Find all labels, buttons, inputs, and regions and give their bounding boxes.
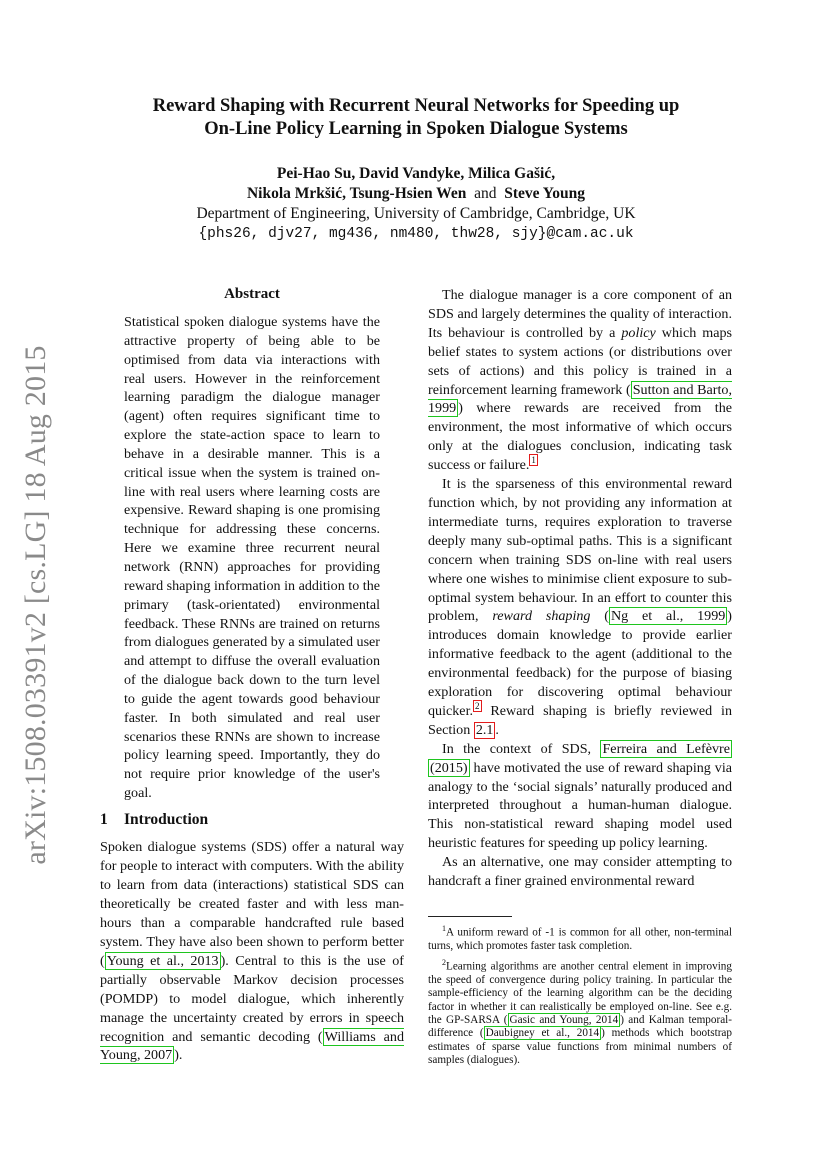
email-addresses: {phs26, djv27, mg436, nm480, thw28, sjy}@cam.ac.uk (198, 226, 634, 242)
section-title: Introduction (124, 811, 209, 828)
citation-link[interactable]: (2015) (430, 759, 468, 776)
arxiv-identifier (18, 345, 54, 865)
citation-link[interactable]: Ng et al., 1999 (611, 608, 726, 625)
paragraph (428, 740, 732, 853)
text-run: Learning algorithms are another central element in improving the speed of convergence during policy training. In particular the sample-efficiency of the learning algorithm can be the deciding factor in whether it can realistically be employed on-line. See e.g. the GP-SARSA ( (428, 960, 732, 1026)
section-number: 1 (100, 811, 108, 828)
footnote-link[interactable]: 2 (475, 701, 480, 712)
citation-link[interactable]: Young et al., 2013 (106, 952, 219, 969)
text-run: ). (174, 1047, 183, 1064)
footnote-rule (428, 916, 512, 917)
text-run: . (495, 721, 499, 738)
emphasis: policy (621, 324, 656, 341)
title-line-1: Reward Shaping with Recurrent Neural Networks for Speeding up (152, 96, 680, 116)
text-run: have motivated the use of reward shaping via analogy to the ‘social signals’ naturally produced and interpreted throughout a human-human dialogue. This non-statistical reward shaping model used heuristic features for speeding up policy learning. (428, 759, 732, 852)
text-run: It is the sparseness of this environmental reward function which, by not providing any information at intermediate turns, requires exploration to traverse deeply many sub-optimal paths. This is a significant concern when training SDS on-line with real users where one wishes to minimise client exposure to sub-optimal system behaviour. In an effort to counter this problem, (428, 476, 732, 625)
authors-and: and (474, 185, 497, 202)
citation-link[interactable]: Gasic and Young, 2014 (509, 1013, 619, 1026)
paragraph: As an alternative, one may consider attempting to handcraft a finer grained environmental reward (428, 854, 732, 890)
emphasis: reward shaping (492, 608, 591, 625)
text-run: In the context of SDS, (442, 740, 601, 757)
text-run: Spoken dialogue systems (SDS) offer a natural way for people to interact with computers. With the ability to learn from data (interactions) statistical SDS can theoretically be created faster and with less man-hours than a comparable handcrafted rule based system. They have also been shown to perform better ( (100, 839, 404, 969)
author-block (100, 164, 732, 244)
introduction-text (100, 838, 404, 1065)
footnote-number: 2 (442, 957, 446, 967)
text-run: The dialogue manager is a core component of an SDS and largely determines the quality of interaction. Its behaviour is controlled by a (428, 287, 732, 341)
authors-line-2a: Nikola Mrkšić, Tsung-Hsien Wen (246, 185, 467, 202)
text-run: ) where rewards are received from the environment, the most informative of which occurs only at the dialogues conclusion, indicating task success or failure. (428, 400, 732, 474)
abstract-heading: Abstract (224, 286, 280, 302)
footnote-1 (428, 922, 732, 954)
text-run: ( (590, 608, 609, 625)
footnote-number: 1 (442, 924, 446, 933)
right-column (428, 286, 732, 891)
section-link[interactable]: 2.1 (475, 722, 494, 738)
footnote-link[interactable]: 1 (531, 455, 536, 466)
citation-link[interactable]: Sutton and Barto, 1999 (428, 381, 732, 417)
citation-link[interactable]: Daubigney et al., 2014 (485, 1027, 600, 1040)
authors-line-2b: Steve Young (504, 185, 586, 202)
arxiv-id-text: arXiv:1508.03391v2 [cs.LG] 18 Aug 2015 (19, 345, 52, 865)
footnotes (428, 922, 732, 1070)
affiliation: Department of Engineering, University of Cambridge, Cambridge, UK (196, 205, 636, 222)
citation-link[interactable]: Ferreira and Lefèvre (602, 740, 730, 757)
abstract-body: Statistical spoken dialogue systems have the attractive property of being able to be optimised from data via interactions with real users. However in the reinforcement learning paradigm the dialogue manager (agent) often requires significant time to explore the state-action space to learn to behave in a desirable manner. This is a critical issue when the system is trained on-line with real users where learning costs are expensive. Reward shaping is one promising technique for addressing these concerns. Here we examine three recurrent neural network (RNN) approaches for providing reward shaping information in addition to the primary (task-orientated) environmental feedback. These RNNs are trained on returns from dialogues generated by a simulated user and attempt to diffuse the overall evaluation of the dialogue back down to the turn level to guide the agent towards good behaviour faster. In both simulated and real user scenarios these RNNs are shown to increase policy learning speed. Importantly, they do not require prior knowledge of the user's goal. (124, 314, 380, 802)
section-heading (100, 811, 404, 829)
paragraph (428, 475, 732, 740)
authors-line-1: Pei-Hao Su, David Vandyke, Milica Gašić, (276, 165, 556, 182)
paragraph (428, 286, 732, 475)
footnote-2 (428, 956, 732, 1068)
paper-title (100, 95, 732, 141)
intro-paragraph (100, 838, 404, 1065)
text-run: A uniform reward of -1 is common for all other, non-terminal turns, which promotes faster task completion. (428, 926, 732, 953)
text-run: ). Central to this is the use of partially observable Markov decision processes (POMDP) to model dialogue, which inherently manage the uncertainty created by errors in speech recognition and semantic decoding ( (100, 952, 404, 1045)
text-run: ) methods which bootstrap estimates of sparse value functions from minimal numbers of samples (dialogues). (428, 1027, 732, 1067)
text-run: ) introduces domain knowledge to provide earlier informative feedback to the agent (additional to the environmental feedback) for the purpose of biasing exploration for discovering optimal behaviour quicker. (428, 608, 732, 719)
title-line-2: On-Line Policy Learning in Spoken Dialogue Systems (204, 119, 628, 139)
text-run: ) and Kalman temporal-difference ( (428, 1013, 732, 1040)
text-run: which maps belief states to system actions (or distributions over sets of actions) and this policy is trained in a reinforcement learning framework ( (428, 324, 732, 398)
citation-link[interactable]: Williams and Young, 2007 (100, 1028, 405, 1064)
text-run: Reward shaping is briefly reviewed in Section (428, 702, 732, 738)
